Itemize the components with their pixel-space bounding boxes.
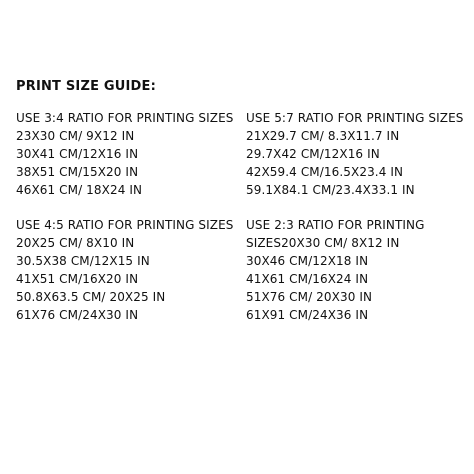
ratio-2-3-heading: USE 2:3 RATIO FOR PRINTING xyxy=(246,218,425,232)
size-line: 20X25 CM/ 8X10 IN xyxy=(16,236,135,250)
size-line: 42X59.4 CM/16.5X23.4 IN xyxy=(246,165,404,179)
size-line: 51X76 CM/ 20X30 IN xyxy=(246,290,373,304)
size-line: 59.1X84.1 CM/23.4X33.1 IN xyxy=(246,183,415,197)
size-line: 30X46 CM/12X18 IN xyxy=(246,254,369,268)
size-line: 41X51 CM/16X20 IN xyxy=(16,272,139,286)
ratio-2-3-section xyxy=(246,216,474,324)
ratio-5-7-section xyxy=(246,109,474,199)
size-line: 38X51 CM/15X20 IN xyxy=(16,165,139,179)
size-line: 61X76 CM/24X30 IN xyxy=(16,308,139,322)
ratio-5-7-heading: USE 5:7 RATIO FOR PRINTING SIZES xyxy=(246,111,464,125)
ratio-4-5-section xyxy=(16,216,246,324)
size-line: 30X41 CM/12X16 IN xyxy=(16,147,139,161)
size-line: 21X29.7 CM/ 8.3X11.7 IN xyxy=(246,129,400,143)
size-line: 41X61 CM/16X24 IN xyxy=(246,272,369,286)
size-line: 50.8X63.5 CM/ 20X25 IN xyxy=(16,290,166,304)
size-line: 61X91 CM/24X36 IN xyxy=(246,308,369,322)
size-line: 30.5X38 CM/12X15 IN xyxy=(16,254,150,268)
size-line: 46X61 CM/ 18X24 IN xyxy=(16,183,143,197)
ratio-3-4-heading: USE 3:4 RATIO FOR PRINTING SIZES xyxy=(16,111,234,125)
size-line: 29.7X42 CM/12X16 IN xyxy=(246,147,380,161)
size-line: SIZES20X30 CM/ 8X12 IN xyxy=(246,236,400,250)
guide-title: PRINT SIZE GUIDE: xyxy=(16,79,157,94)
ratio-3-4-section xyxy=(16,109,246,199)
ratio-4-5-heading: USE 4:5 RATIO FOR PRINTING SIZES xyxy=(16,218,234,232)
size-line: 23X30 CM/ 9X12 IN xyxy=(16,129,135,143)
